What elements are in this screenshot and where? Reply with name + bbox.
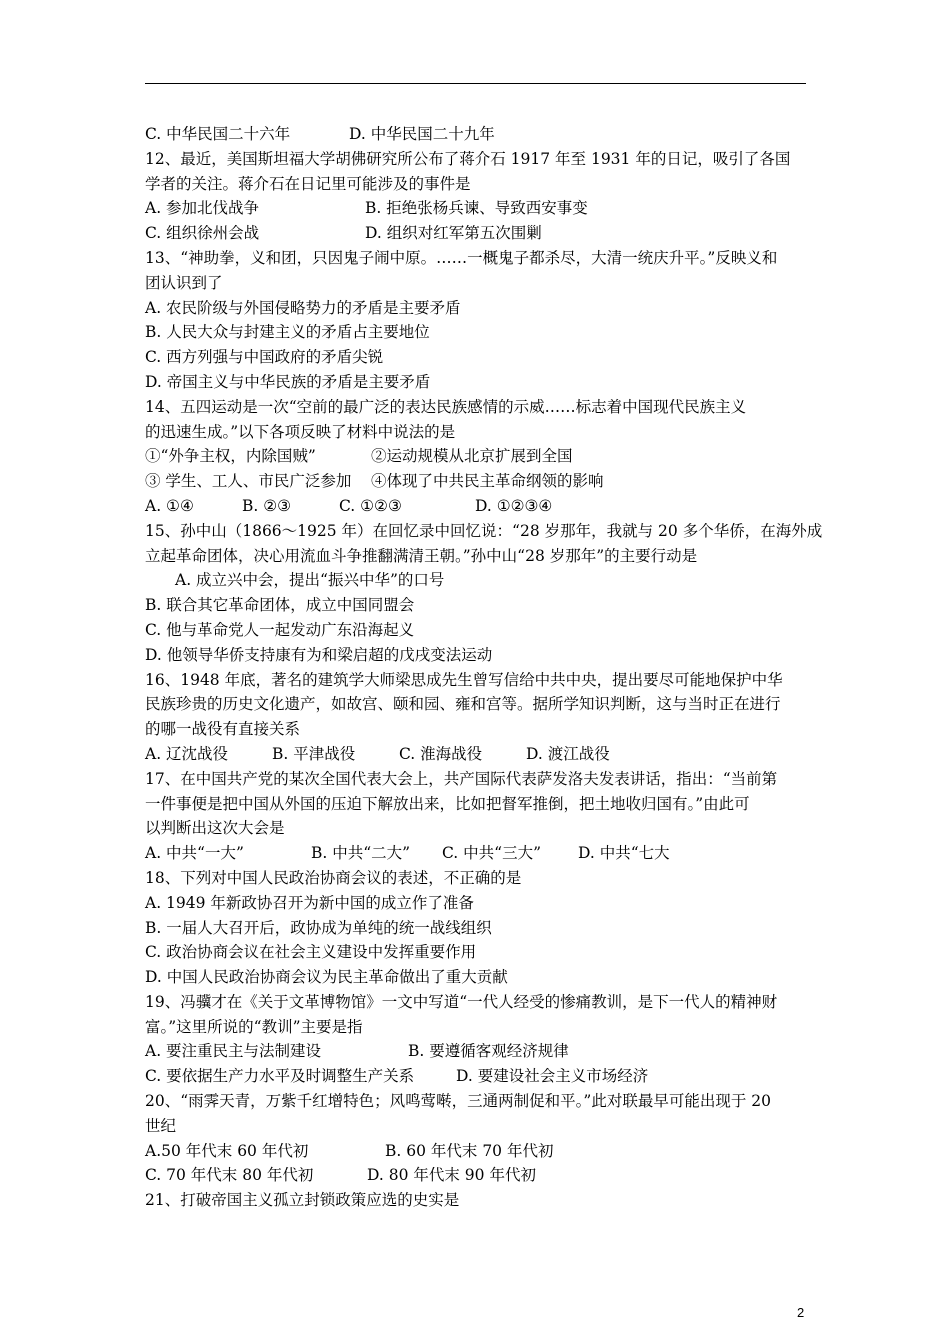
text-segment: C. 他与革命党人一起发动广东沿海起义 xyxy=(145,620,415,639)
text-line xyxy=(145,618,810,643)
text-segment: D. 要建设社会主义市场经济 xyxy=(456,1067,649,1086)
text-segment: A. 成立兴中会，提出“振兴中华”的口号 xyxy=(175,571,445,590)
text-line xyxy=(145,370,810,395)
text-line xyxy=(145,196,810,221)
text-line xyxy=(145,1188,810,1213)
text-segment: C. 70 年代末 80 年代初 xyxy=(145,1166,314,1185)
text-segment: 19、冯骥才在《关于文革博物馆》一文中写道“一代人经受的惨痛教训，是下一代人的精神财 xyxy=(145,992,778,1011)
text-segment: A. ①④ xyxy=(145,496,194,515)
text-line xyxy=(145,643,810,668)
text-line xyxy=(145,172,810,197)
text-segment: 的迅速生成。”以下各项反映了材料中说法的是 xyxy=(145,422,456,441)
text-segment: B. 中共“二大” xyxy=(311,844,411,863)
text-line xyxy=(145,221,810,246)
text-line xyxy=(145,320,810,345)
text-segment: 的哪一战役有直接关系 xyxy=(145,720,301,739)
text-line xyxy=(145,395,810,420)
text-line xyxy=(145,1039,810,1064)
text-segment: B. ②③ xyxy=(242,496,292,515)
text-line xyxy=(145,1015,810,1040)
text-segment: 13、“神助拳，义和团，只因鬼子闹中原。……一概鬼子都杀尽，大清一统庆升平。”反映义和 xyxy=(145,248,778,267)
text-segment: C. ①②③ xyxy=(339,496,402,515)
text-line xyxy=(145,345,810,370)
text-line xyxy=(145,444,810,469)
text-segment: C. 组织徐州会战 xyxy=(145,224,260,243)
text-segment: C. 要依据生产力水平及时调整生产关系 xyxy=(145,1067,415,1086)
text-segment: 学者的关注。蒋介石在日记里可能涉及的事件是 xyxy=(145,174,471,193)
text-segment: B. 一届人大召开后，政协成为单纯的统一战线组织 xyxy=(145,918,492,937)
text-segment: A. 辽沈战役 xyxy=(145,744,229,763)
text-segment: B. 拒绝张杨兵谏、导致西安事变 xyxy=(365,199,588,218)
text-line xyxy=(145,990,810,1015)
text-line xyxy=(145,1089,810,1114)
text-segment: 20、“雨霁天青，万紫千红增特色；风鸣莺啭，三通两制促和平。”此对联最早可能出现于 20 xyxy=(145,1092,771,1111)
text-line xyxy=(145,469,810,494)
text-line xyxy=(145,866,810,891)
text-segment: A. 农民阶级与外国侵略势力的矛盾是主要矛盾 xyxy=(145,298,461,317)
text-segment: C. 淮海战役 xyxy=(399,744,483,763)
text-segment: 以判断出这次大会是 xyxy=(145,819,285,838)
text-segment: B. 要遵循客观经济规律 xyxy=(408,1042,569,1061)
text-line xyxy=(145,420,810,445)
text-segment: D. 80 年代末 90 年代初 xyxy=(367,1166,536,1185)
text-line xyxy=(145,147,810,172)
text-line xyxy=(145,717,810,742)
text-line xyxy=(145,841,810,866)
text-segment: D. 中国人民政治协商会议为民主革命做出了重大贡献 xyxy=(145,968,508,987)
text-segment: D. 他领导华侨支持康有为和梁启超的戊戌变法运动 xyxy=(145,645,493,664)
text-segment: ②运动规模从北京扩展到全国 xyxy=(371,447,573,466)
text-segment: D. 渡江战役 xyxy=(526,744,610,763)
text-segment: ①“外争主权，内除国贼” xyxy=(145,447,316,466)
text-segment: 17、在中国共产党的某次全国代表大会上，共产国际代表萨发洛夫发表讲话，指出：“当前第 xyxy=(145,769,778,788)
text-line xyxy=(145,494,810,519)
text-line xyxy=(145,246,810,271)
text-segment: D. 中共“七大 xyxy=(578,844,670,863)
text-segment: C. 中共“三大” xyxy=(442,844,542,863)
text-segment: 18、下列对中国人民政治协商会议的表述，不正确的是 xyxy=(145,868,522,887)
text-segment: A.50 年代末 60 年代初 xyxy=(145,1141,309,1160)
text-line xyxy=(145,792,810,817)
text-segment: ③ 学生、工人、市民广泛参加 xyxy=(145,472,352,491)
text-line xyxy=(145,568,810,593)
text-segment: D. ①②③④ xyxy=(475,496,553,515)
text-segment: 16、1948 年底，著名的建筑学大师梁思成先生曾写信给中共中央，提出要尽可能地保护中华 xyxy=(145,670,783,689)
text-segment: 世纪 xyxy=(145,1116,177,1135)
text-line xyxy=(145,1114,810,1139)
text-segment: ④体现了中共民主革命纲领的影响 xyxy=(371,472,604,491)
text-line xyxy=(145,271,810,296)
text-segment: C. 西方列强与中国政府的矛盾尖锐 xyxy=(145,348,384,367)
text-line xyxy=(145,296,810,321)
text-line xyxy=(145,742,810,767)
text-line xyxy=(145,940,810,965)
text-segment: 14、五四运动是一次“空前的最广泛的表达民族感情的示威……标志着中国现代民族主义 xyxy=(145,397,747,416)
text-segment: A. 参加北伐战争 xyxy=(145,199,260,218)
text-line xyxy=(145,519,823,544)
text-segment: 12、最近，美国斯坦福大学胡佛研究所公布了蒋介石 1917 年至 1931 年的日记，吸引了各国 xyxy=(145,149,791,168)
text-segment: D. 中华民国二十九年 xyxy=(349,125,495,143)
text-line xyxy=(145,1163,810,1188)
text-line xyxy=(145,816,810,841)
text-line xyxy=(145,767,810,792)
text-line xyxy=(145,916,810,941)
text-segment: B. 联合其它革命团体，成立中国同盟会 xyxy=(145,596,415,615)
text-segment: 一件事便是把中国从外国的压迫下解放出来，比如把督军推倒，把土地收归国有。”由此可 xyxy=(145,794,750,813)
header-rule xyxy=(145,83,806,84)
text-line xyxy=(145,965,810,990)
text-segment: 15、孙中山（1866～1925 年）在回忆录中回忆说：“28 岁那年，我就与 20 多个华侨，在海外成 xyxy=(145,521,823,540)
text-segment: A. 要注重民主与法制建设 xyxy=(145,1042,322,1061)
page-number: 2 xyxy=(797,1305,805,1320)
text-segment: A. 中共“一大” xyxy=(145,844,244,863)
text-line xyxy=(145,544,810,569)
text-segment: A. 1949 年新政协召开为新中国的成立作了准备 xyxy=(145,893,474,912)
text-segment: D. 帝国主义与中华民族的矛盾是主要矛盾 xyxy=(145,372,431,391)
text-segment: 21、打破帝国主义孤立封锁政策应选的史实是 xyxy=(145,1191,460,1210)
text-line xyxy=(145,668,810,693)
text-segment: B. 平津战役 xyxy=(272,744,356,763)
text-segment: 富。”这里所说的“教训”主要是指 xyxy=(145,1017,363,1036)
text-segment: B. 人民大众与封建主义的矛盾占主要地位 xyxy=(145,323,430,342)
text-line xyxy=(145,1139,810,1164)
text-line xyxy=(145,593,810,618)
text-line xyxy=(145,1064,810,1089)
text-segment: 民族珍贵的历史文化遗产，如故宫、颐和园、雍和宫等。据所学知识判断，这与当时正在进行 xyxy=(145,695,781,714)
text-segment: B. 60 年代末 70 年代初 xyxy=(385,1141,554,1160)
text-segment: 团认识到了 xyxy=(145,273,223,292)
text-line xyxy=(145,891,810,916)
text-segment: D. 组织对红军第五次围剿 xyxy=(365,224,542,243)
text-line xyxy=(145,692,810,717)
text-segment: C. 政治协商会议在社会主义建设中发挥重要作用 xyxy=(145,943,477,962)
document-body xyxy=(145,122,823,1213)
text-segment: C. 中华民国二十六年 xyxy=(145,125,291,143)
text-line xyxy=(145,122,810,147)
text-segment: 立起革命团体，决心用流血斗争推翻满清王朝。”孙中山“28 岁那年”的主要行动是 xyxy=(145,546,698,565)
